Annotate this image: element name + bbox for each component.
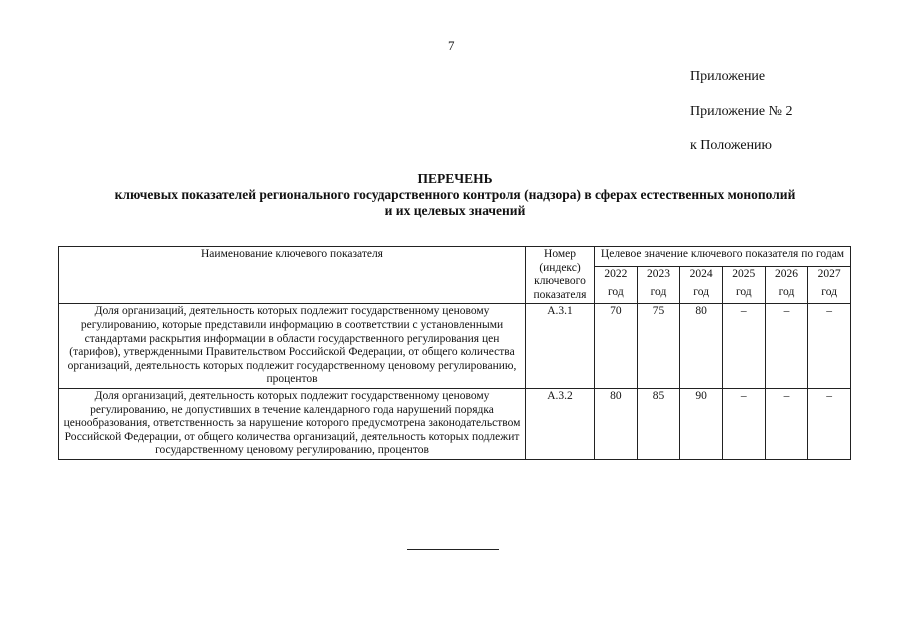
appendix-number: Приложение № 2: [690, 104, 793, 119]
indicator-name: Доля организаций, деятельность которых подлежит государственному ценовому регулированию, не допустивших в течение календарного года нарушений порядка ценообразования, ответственность за нарушение которого предусмотрена законодательством Российской Федерации, от общего количества организаций, деятельность которых подлежит государственному ценовому регулированию, процентов: [59, 388, 526, 459]
target-value: 80: [680, 304, 723, 389]
header-year: 2022: [595, 266, 638, 285]
header-target-values: Целевое значение ключевого показателя по годам: [595, 247, 851, 267]
header-year: 2026: [765, 266, 808, 285]
target-value: –: [722, 304, 765, 389]
target-value: 85: [637, 388, 680, 459]
header-indicator-code: Номер (индекс) ключевого показателя: [526, 247, 595, 304]
header-year-unit: год: [637, 285, 680, 304]
page-number: 7: [448, 38, 455, 53]
title-subheading-line2: и их целевых значений: [384, 203, 526, 218]
indicator-code: А.3.2: [526, 388, 595, 459]
footer-divider: [407, 549, 499, 550]
header-year-unit: год: [595, 285, 638, 304]
header-indicator-name: Наименование ключевого показателя: [59, 247, 526, 304]
table-row: [59, 388, 851, 459]
header-year-unit: год: [722, 285, 765, 304]
target-value: 70: [595, 304, 638, 389]
appendix-label: Приложение: [690, 69, 766, 84]
indicator-name: Доля организаций, деятельность которых подлежит государственному ценовому регулированию, которые представили информацию в соответствии с установленными стандартами раскрытия информации в области государственного регулирования цен (тарифов), утвержденными Правительством Российской Федерации, от общего количества организаций, деятельность которых подлежит государственному ценовому регулированию, процентов: [59, 304, 526, 389]
target-value: –: [765, 304, 808, 389]
header-year-unit: год: [680, 285, 723, 304]
document-title: [60, 171, 850, 219]
header-year: 2025: [722, 266, 765, 285]
target-value: 80: [595, 388, 638, 459]
appendix-reference: к Положению: [690, 138, 773, 153]
header-year: 2023: [637, 266, 680, 285]
table-header-row: [59, 247, 851, 267]
title-subheading-line1: ключевых показателей регионального государственного контроля (надзора) в сферах естественных монополий: [114, 187, 796, 202]
target-value: 75: [637, 304, 680, 389]
target-value: –: [722, 388, 765, 459]
title-heading: ПЕРЕЧЕНЬ: [417, 171, 493, 186]
target-value: –: [765, 388, 808, 459]
table-row: [59, 304, 851, 389]
target-value: –: [808, 304, 851, 389]
target-value: 90: [680, 388, 723, 459]
header-year: 2024: [680, 266, 723, 285]
header-year: 2027: [808, 266, 851, 285]
header-year-unit: год: [765, 285, 808, 304]
target-value: –: [808, 388, 851, 459]
header-year-unit: год: [808, 285, 851, 304]
indicator-code: А.3.1: [526, 304, 595, 389]
indicators-table: [58, 246, 851, 460]
